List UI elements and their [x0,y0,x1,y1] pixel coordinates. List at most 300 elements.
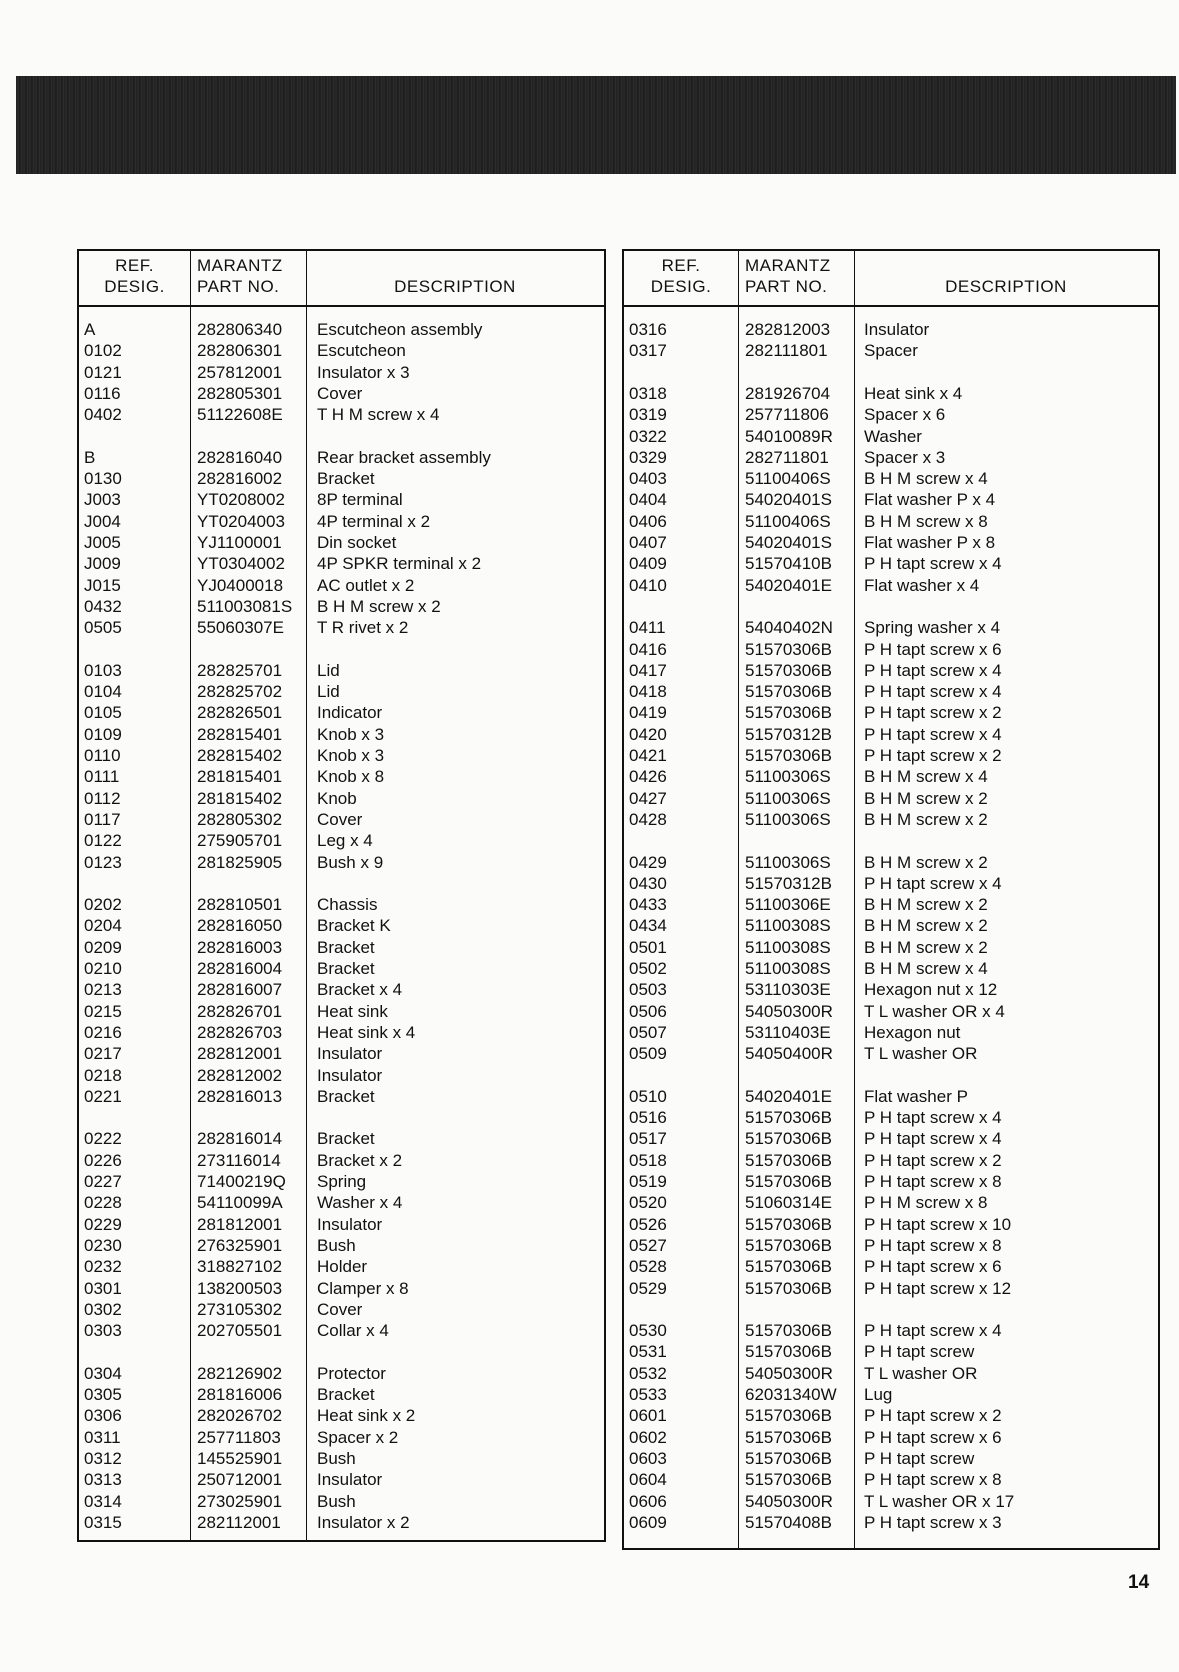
table-row [624,553,1158,574]
part-number: 282806340 [197,320,283,339]
description: Collar x 4 [317,1321,389,1341]
description: B H M screw x 2 [864,809,988,829]
table-row [624,383,1158,404]
description: P H tapt screw x 8 [864,1470,1002,1490]
description: B H M screw x 4 [864,959,988,978]
ref-desig: 0306 [84,1406,122,1426]
ref-desig: 0501 [629,937,667,957]
description: AC outlet x 2 [317,575,415,595]
table-row [79,1491,604,1512]
part-number: 51060314E [745,1193,832,1213]
part-number: 138200503 [197,1278,283,1298]
part-number: 282812002 [197,1065,283,1085]
part-number: 282816002 [197,469,283,489]
ref-desig: 0416 [629,639,667,659]
table-row [79,489,604,510]
ref-desig: 0420 [629,724,667,744]
table-row [624,1384,1158,1405]
ref-desig: 0314 [84,1491,122,1511]
description: P H tapt screw x 4 [864,1321,1002,1341]
ref-desig: 0430 [629,873,667,893]
part-number: 51100306S [745,767,831,787]
ref-desig: 0122 [84,831,122,851]
part-number: 282806301 [197,341,283,361]
description: P H tapt screw x 2 [864,1406,1002,1426]
part-number: 51100306E [745,895,831,915]
description: P H tapt screw x 6 [864,1257,1002,1277]
table-row [79,1384,604,1405]
ref-desig: 0105 [84,703,122,723]
description: Insulator [317,1065,383,1085]
description: P H tapt screw x 4 [864,724,1002,744]
part-number: 273105302 [197,1299,283,1319]
ref-desig: 0519 [629,1172,667,1191]
part-number: 51100306S [745,788,831,808]
description: Knob x 3 [317,724,385,744]
table-row [624,1192,1158,1213]
ref-desig: 0229 [84,1214,122,1234]
ref-desig: 0507 [629,1022,667,1042]
description: T L washer OR x 4 [864,1001,1005,1021]
part-number: 281812001 [197,1214,283,1234]
ref-desig: 0428 [629,809,667,829]
description: Bush x 9 [317,852,384,872]
table-row [624,681,1158,702]
table-row [79,596,604,617]
ref-desig: 0228 [84,1193,122,1213]
description: Spacer x 6 [864,405,946,425]
table-row [79,362,604,383]
part-number: 54020401S [745,490,832,510]
ref-desig: 0217 [84,1044,122,1064]
description: Escutcheon assembly [317,320,483,339]
description: P H tapt screw x 10 [864,1214,1012,1234]
description: P H tapt screw x 8 [864,1235,1002,1255]
ref-desig: 0520 [629,1193,667,1213]
description: Bracket [317,469,375,489]
description: Bracket K [317,916,391,936]
table-row [79,809,604,830]
table-row [79,1214,604,1235]
ref-desig: 0406 [629,511,667,531]
description: Washer x 4 [317,1193,403,1213]
ref-desig: J005 [84,533,121,552]
description: Insulator [317,1044,383,1064]
ref-desig: 0532 [629,1363,667,1383]
part-number: 257812001 [197,362,283,382]
description: Din socket [317,533,397,552]
part-number: 257711806 [745,405,829,425]
table-row [624,1171,1158,1192]
description: Spacer x 2 [317,1427,399,1447]
description: Hexagon nut [864,1022,961,1042]
ref-desig: 0603 [629,1448,667,1468]
table-row [79,1001,604,1022]
ref-header-line2: DESIG. [104,277,165,296]
part-number: 54050300R [745,1491,833,1511]
ref-desig: 0112 [84,788,121,808]
table-row [624,788,1158,809]
ref-desig: 0606 [629,1491,667,1511]
ref-desig: 0316 [629,320,667,339]
description: P H tapt screw x 6 [864,1427,1002,1447]
ref-desig: J009 [84,554,121,574]
table-row [624,1022,1158,1043]
description: Spring [317,1172,367,1191]
part-number: 51570306B [745,1278,832,1298]
table-row [79,532,604,553]
ref-desig: 0527 [629,1235,667,1255]
ref-desig: 0313 [84,1470,122,1490]
ref-header [624,255,738,297]
description: Flat washer P [864,1086,968,1106]
description: B H M screw x 2 [864,916,988,936]
part-number: 51570408B [745,1512,832,1532]
part-number: 250712001 [197,1470,283,1490]
part-number: 51100308S [745,916,831,936]
part-number: 282111801 [745,341,828,361]
description: P H tapt screw x 4 [864,1129,1002,1149]
ref-desig: 0302 [84,1299,122,1319]
part-number: 51570306B [745,1406,832,1426]
table-row [79,1363,604,1384]
part-number: 202705501 [197,1321,283,1341]
ref-desig: 0209 [84,937,122,957]
table-row [79,511,604,532]
table-row [79,830,604,851]
description: P H tapt screw x 4 [864,554,1002,574]
table-row [79,553,604,574]
table-row [624,447,1158,468]
part-number: 282816013 [197,1086,283,1106]
ref-desig: 0518 [629,1150,667,1170]
table-row [79,383,604,404]
part-number: 282812001 [197,1044,283,1064]
ref-desig: 0121 [84,362,122,382]
part-number: 282815401 [197,724,283,744]
table-row [79,788,604,809]
part-number: 282805301 [197,383,283,403]
description: P H tapt screw x 4 [864,873,1002,893]
ref-desig: 0104 [84,682,122,702]
table-row [624,319,1158,340]
table-row [624,724,1158,745]
part-number: YT0208002 [197,490,285,510]
part-number: 54050300R [745,1363,833,1383]
ref-desig: 0204 [84,916,122,936]
description: Bracket [317,937,375,957]
part-number: 54050300R [745,1001,833,1021]
ref-desig: 0516 [629,1108,667,1128]
table-row [624,532,1158,553]
part-number: 51100406S [745,511,831,531]
table-row [624,660,1158,681]
table-row [624,575,1158,596]
ref-desig: 0123 [84,852,122,872]
part-number: 54020401S [745,533,832,552]
description: B H M screw x 8 [864,511,988,531]
part-number: 54020401E [745,1086,832,1106]
table-row [79,1065,604,1086]
ref-desig: 0421 [629,746,667,765]
description: Knob x 8 [317,767,385,787]
part-number: 275905701 [197,831,283,851]
table-row [624,1235,1158,1256]
ref-desig: 0130 [84,469,122,489]
description: B H M screw x 2 [317,596,441,616]
table-row [624,1214,1158,1235]
ref-desig: 0226 [84,1150,122,1170]
ref-desig: 0202 [84,895,122,915]
part-number: 318827102 [197,1257,283,1277]
table-row [624,979,1158,1000]
table-row [79,617,604,638]
description: P H tapt screw x 12 [864,1278,1012,1298]
desc-header: DESCRIPTION [945,277,1067,296]
header-divider [79,305,604,307]
description: P H tapt screw x 4 [864,1108,1002,1128]
ref-desig: 0409 [629,554,667,574]
description: P H tapt screw x 2 [864,746,1002,765]
description: Insulator x 2 [317,1512,410,1532]
part-number: 282826703 [197,1022,283,1042]
description: Bracket [317,959,375,978]
table-row [79,1022,604,1043]
ref-desig: 0505 [84,618,122,638]
part-number: 51570306B [745,1470,832,1490]
part-number: 51100308S [745,937,831,957]
description: P H tapt screw x 3 [864,1512,1002,1532]
ref-desig: 0602 [629,1427,667,1447]
part-number: 282826501 [197,703,283,723]
part-number: 145525901 [197,1448,283,1468]
description: Hexagon nut x 12 [864,980,998,1000]
part-number: 282816040 [197,447,283,467]
ref-desig: J004 [84,511,121,531]
table-row [79,319,604,340]
part-number: 51570306B [745,1448,832,1468]
ref-desig: 0407 [629,533,667,552]
part-number: 282812003 [745,320,831,339]
part-number: 51570306B [745,660,832,680]
description: Spacer [864,341,918,361]
table-row [624,1491,1158,1512]
ref-desig: 0312 [84,1448,122,1468]
part-number: 51570306B [745,1257,832,1277]
ref-desig: 0103 [84,660,122,680]
table-row [624,1405,1158,1426]
table-row [79,724,604,745]
table-row [79,340,604,361]
part-number: 282112001 [197,1512,281,1532]
description: Clamper x 8 [317,1278,409,1298]
description: Heat sink x 4 [317,1022,416,1042]
part-header-line2: PART NO. [197,277,280,296]
part-number: 282825701 [197,660,283,680]
ref-desig: B [84,447,96,467]
description: Bracket [317,1385,375,1404]
part-number: 282805302 [197,809,283,829]
ref-desig: 0427 [629,788,667,808]
part-number: 511003081S [197,596,293,616]
part-number: 62031340W [745,1385,837,1404]
ref-desig: A [84,320,96,339]
part-number: YJ1100001 [197,533,282,552]
description: 8P terminal [317,490,403,510]
parts-table-right [622,249,1160,1550]
table-row [79,915,604,936]
ref-desig: 0411 [629,618,666,638]
ref-desig: 0222 [84,1129,122,1149]
part-number: 55060307E [197,618,284,638]
ref-desig: 0604 [629,1470,667,1490]
part-number: YT0304002 [197,554,285,574]
part-number: 54020401E [745,575,832,595]
description: Leg x 4 [317,831,373,851]
description: Washer [864,426,922,446]
description: Bush [317,1235,356,1255]
part-number: 54040402N [745,618,833,638]
part-number: YT0204003 [197,511,285,531]
description: Insulator x 3 [317,362,410,382]
description: 4P SPKR terminal x 2 [317,554,482,574]
table-row [79,575,604,596]
ref-desig: 0426 [629,767,667,787]
table-row [624,766,1158,787]
ref-desig: 0429 [629,852,667,872]
ref-desig: 0322 [629,426,667,446]
table-row [624,511,1158,532]
description: T L washer OR [864,1044,978,1064]
part-number: 53110403E [745,1022,831,1042]
description: Bracket [317,1129,375,1149]
ref-desig: 0230 [84,1235,122,1255]
table-row [624,404,1158,425]
ref-desig: 0213 [84,980,122,1000]
ref-desig: 0318 [629,383,667,403]
ref-desig: 0317 [629,341,667,361]
desc-header: DESCRIPTION [394,277,516,296]
ref-desig: 0434 [629,916,667,936]
ref-header-line2: DESIG. [650,277,712,296]
ref-desig: 0117 [84,809,121,829]
table-row [624,937,1158,958]
description: Chassis [317,895,378,915]
description: T H M screw x 4 [317,405,440,425]
description: Bracket x 2 [317,1150,403,1170]
table-row [624,1086,1158,1107]
table-row [624,1043,1158,1064]
ref-desig: 0116 [84,383,121,403]
description: 4P terminal x 2 [317,511,431,531]
part-number: 54010089R [745,426,833,446]
description: Knob x 3 [317,746,385,765]
table-row [79,1427,604,1448]
table-row [79,1320,604,1341]
ref-desig: 0510 [629,1086,667,1106]
table-row [79,1043,604,1064]
header-divider [624,305,1158,307]
table-row [79,702,604,723]
description: Insulator [317,1214,383,1234]
description: Spring washer x 4 [864,618,1001,638]
description: P H tapt screw [864,1342,975,1362]
part-number: 282826701 [197,1001,283,1021]
part-number: 282816007 [197,980,283,1000]
description: P H tapt screw x 2 [864,1150,1002,1170]
description: B H M screw x 2 [864,788,988,808]
description: Heat sink x 4 [864,383,963,403]
table-row [79,1235,604,1256]
part-number: 51570306B [745,1321,832,1341]
part-number: 51570306B [745,1172,832,1191]
ref-desig: 0419 [629,703,667,723]
ref-desig: 0329 [629,447,667,467]
description: T R rivet x 2 [317,618,409,638]
ref-desig: J003 [84,490,121,510]
ref-desig: 0432 [84,596,122,616]
table-row [79,1150,604,1171]
part-number: 273116014 [197,1150,281,1170]
part-number: 282126902 [197,1363,283,1383]
ref-desig: J015 [84,575,121,595]
part-header-line1: MARANTZ [197,256,283,275]
table-row [79,1512,604,1533]
ref-header [79,255,190,297]
table-row [79,1192,604,1213]
part-number: 281815401 [197,767,283,787]
ref-desig: 0304 [84,1363,122,1383]
ref-desig: 0232 [84,1257,122,1277]
table-row [624,340,1158,361]
table-row [79,745,604,766]
part-number: 282816014 [197,1129,283,1149]
ref-desig: 0402 [84,405,122,425]
part-number: 51570306B [745,1108,832,1128]
ref-desig: 0601 [629,1406,667,1426]
part-number: 51100406S [745,469,831,489]
part-number: 282815402 [197,746,283,765]
part-number: 53110303E [745,980,831,1000]
part-number: 51570312B [745,873,832,893]
description: Insulator [864,320,930,339]
ref-desig: 0216 [84,1022,122,1042]
ref-desig: 0218 [84,1065,122,1085]
ref-desig: 0221 [84,1086,122,1106]
description: Flat washer x 4 [864,575,980,595]
table-row [79,937,604,958]
ref-desig: 0609 [629,1512,667,1532]
parts-table-left [77,249,606,1542]
table-row [79,1405,604,1426]
part-header [197,255,305,297]
description: T L washer OR [864,1363,978,1383]
table-row [624,1341,1158,1362]
part-number: 282026702 [197,1406,283,1426]
ref-desig: 0319 [629,405,667,425]
table-row [624,852,1158,873]
ref-desig: 0530 [629,1321,667,1341]
description: Flat washer P x 4 [864,490,996,510]
part-number: YJ0400018 [197,575,284,595]
table-row [624,702,1158,723]
table-row [624,639,1158,660]
ref-desig: 0403 [629,469,667,489]
table-row [79,1469,604,1490]
table-row [79,681,604,702]
ref-desig: 0506 [629,1001,667,1021]
part-number: 51570306B [745,682,832,702]
